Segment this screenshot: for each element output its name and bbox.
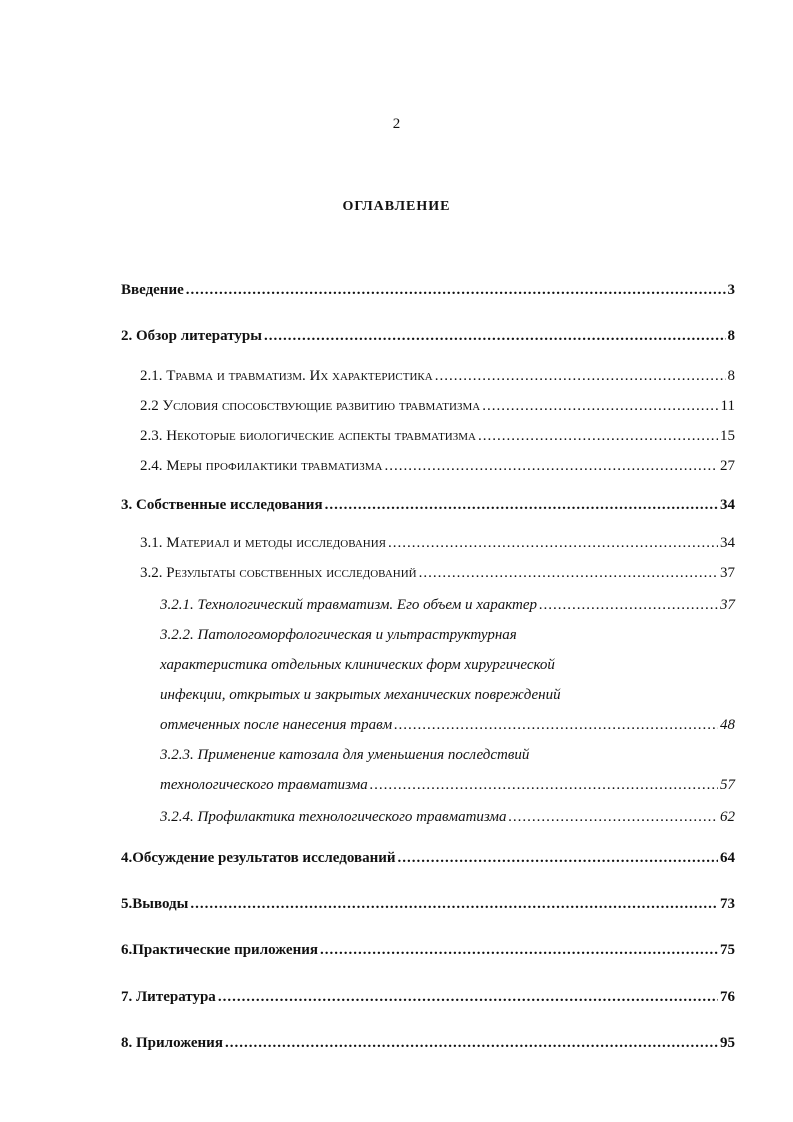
dot-leader	[508, 804, 718, 830]
dot-leader	[435, 363, 726, 389]
toc-entry-page: 48	[720, 717, 735, 733]
dot-leader	[186, 277, 726, 303]
toc-entry-page: 8	[727, 328, 735, 344]
toc-entry-label: 2.4. Меры профилактики травматизма	[140, 458, 383, 474]
toc-entry-page: 64	[720, 850, 735, 866]
dot-leader	[539, 592, 718, 618]
dot-leader	[482, 393, 718, 419]
toc-entry-page: 76	[720, 989, 735, 1005]
dot-leader	[398, 845, 719, 871]
dot-leader	[419, 560, 718, 586]
toc-entry-page: 15	[720, 428, 735, 444]
dot-leader	[325, 492, 718, 518]
toc-entry-2-3[interactable]	[140, 423, 735, 449]
toc-entry-3-2-4[interactable]	[160, 804, 735, 830]
toc-entry-8[interactable]	[121, 1030, 735, 1056]
toc-entry-2-4[interactable]	[140, 453, 735, 479]
toc-entry-label: технологического травматизма	[160, 777, 368, 793]
toc-entry-label: отмеченных после нанесения травм	[160, 717, 393, 733]
toc-entry-label: 3.2. Результаты собственных исследований	[140, 565, 417, 581]
dot-leader	[320, 937, 718, 963]
toc-entry-3-2-3[interactable]	[160, 772, 735, 798]
toc-entry-page: 34	[720, 497, 735, 513]
dot-leader	[478, 423, 718, 449]
toc-entry-5[interactable]	[121, 891, 735, 917]
page-number: 2	[392, 116, 401, 132]
toc-entry-7[interactable]	[121, 984, 735, 1010]
toc-entry-label: 4.Обсуждение результатов исследований	[121, 850, 396, 866]
toc-entry-label: 6.Практические приложения	[121, 942, 318, 958]
toc-entry-3-2-2-line2: характеристика отдельных клинических форм хирургической	[160, 657, 555, 673]
toc-entry-label: 2. Обзор литературы	[121, 328, 262, 344]
toc-entry-label: 2.1. Травма и травматизм. Их характеристика	[140, 368, 433, 384]
toc-entry-intro[interactable]	[121, 277, 735, 303]
toc-entry-page: 34	[720, 535, 735, 551]
toc-entry-3-2[interactable]	[140, 560, 735, 586]
toc-entry-3-2-2-line1: 3.2.2. Патологоморфологическая и ультраструктурная	[160, 627, 517, 643]
toc-entry-page: 37	[720, 565, 735, 581]
toc-entry-label: 3.2.4. Профилактика технологического травматизма	[160, 809, 507, 825]
toc-entry-3-2-3-line1: 3.2.3. Применение катозала для уменьшения последствий	[160, 747, 530, 763]
toc-entry-page: 62	[720, 809, 735, 825]
toc-entry-page: 8	[727, 368, 735, 384]
toc-entry-6[interactable]	[121, 937, 735, 963]
toc-entry-label: 3.1. Материал и методы исследования	[140, 535, 387, 551]
toc-entry-2-2[interactable]	[140, 393, 735, 419]
toc-title: оглавление	[342, 193, 451, 215]
toc-entry-page: 75	[720, 942, 735, 958]
toc-entry-page: 27	[720, 458, 735, 474]
toc-entry-page: 11	[720, 398, 735, 414]
toc-entry-page: 3	[727, 282, 735, 298]
toc-entry-3-2-1[interactable]	[160, 592, 735, 618]
toc-entry-label: 8. Приложения	[121, 1035, 223, 1051]
toc-entry-label: 7. Литература	[121, 989, 216, 1005]
dot-leader	[225, 1030, 718, 1056]
toc-entry-3-2-2-line3: инфекции, открытых и закрытых механических повреждений	[160, 687, 561, 703]
toc-entry-page: 95	[720, 1035, 735, 1051]
toc-entry-3[interactable]	[121, 492, 735, 518]
toc-entry-2-1[interactable]	[140, 363, 735, 389]
dot-leader	[394, 712, 718, 738]
toc-entry-label: 2.2 Условия способствующие развитию травматизма	[140, 398, 481, 414]
toc-entry-label: 2.3. Некоторые биологические аспекты травматизма	[140, 428, 476, 444]
toc-entry-3-1[interactable]	[140, 530, 735, 556]
toc-entry-page: 57	[720, 777, 735, 793]
dot-leader	[388, 530, 718, 556]
toc-entry-label: 3.2.1. Технологический травматизм. Его объем и характер	[160, 597, 538, 613]
dot-leader	[218, 984, 718, 1010]
dot-leader	[264, 323, 726, 349]
toc-entry-2[interactable]	[121, 323, 735, 349]
dot-leader	[384, 453, 718, 479]
toc-entry-4[interactable]	[121, 845, 735, 871]
toc-entry-label: 3. Собственные исследования	[121, 497, 323, 513]
dot-leader	[370, 772, 718, 798]
toc-entry-label: Введение	[121, 282, 184, 298]
toc-entry-label: 5.Выводы	[121, 896, 189, 912]
toc-entry-page: 37	[720, 597, 735, 613]
dot-leader	[190, 891, 718, 917]
toc-entry-page: 73	[720, 896, 735, 912]
toc-entry-3-2-2[interactable]	[160, 712, 735, 738]
